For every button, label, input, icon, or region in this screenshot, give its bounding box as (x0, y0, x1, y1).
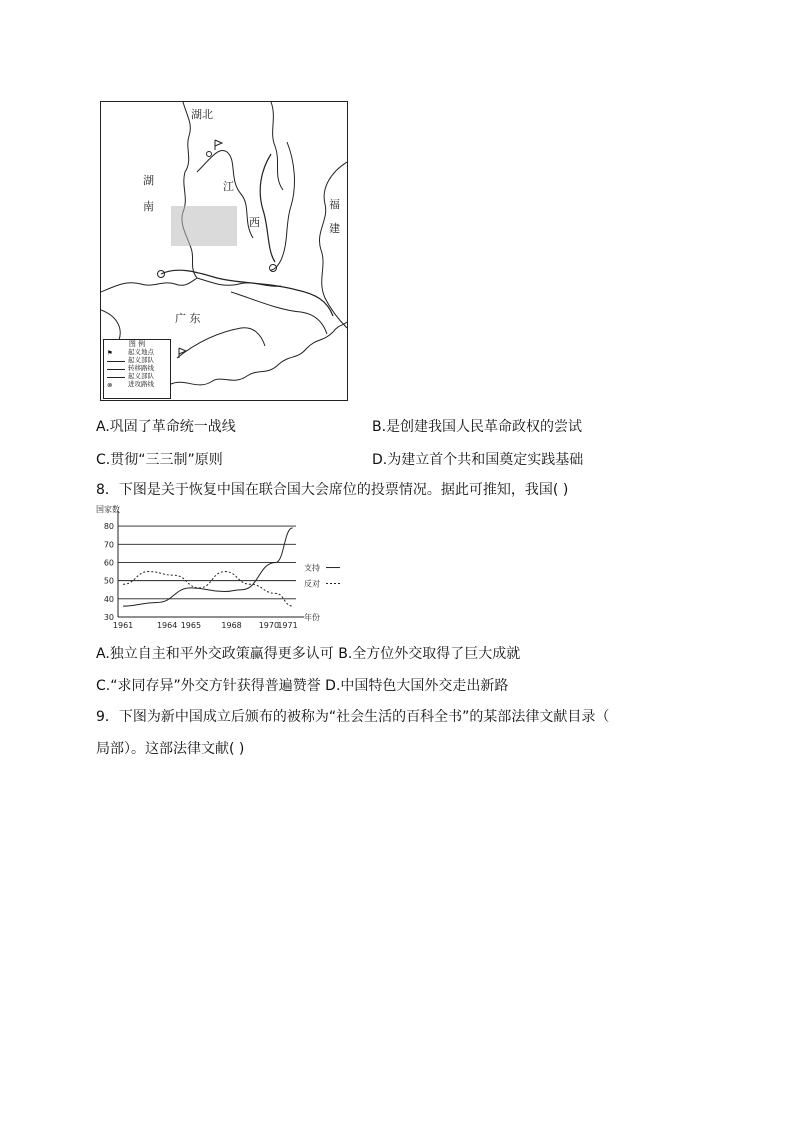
legend-label: 起义地点 (128, 348, 154, 356)
series-line-oppose (123, 572, 293, 607)
region-label-jiangxi-1: 江 (223, 180, 234, 193)
y-tick-label: 60 (103, 558, 114, 568)
series-line-support (123, 528, 293, 606)
q9-stem-line2: 局部）。这部法律文献( ) (96, 741, 245, 757)
q8-option-cd[interactable]: C.“求同存异”外交方针获得普遍赞誉 D.中国特色大国外交走出新路 (96, 678, 509, 694)
transfer-route-icon (107, 366, 125, 370)
x-tick-label: 1968 (221, 621, 242, 630)
legend-label: 进攻路线 (128, 380, 154, 388)
region-label-hubei: 湖北 (191, 108, 213, 121)
x-tick-label: 1965 (180, 621, 202, 630)
q8-option-ab[interactable]: A.独立自主和平外交政策赢得更多认可 B.全方位外交取得了巨大成就 (96, 646, 521, 662)
legend-row (104, 372, 170, 380)
vote-chart (92, 503, 352, 633)
region-label-fujian-1: 福 (329, 198, 340, 211)
legend-label: 反对 (304, 579, 320, 589)
y-tick-label: 50 (103, 576, 114, 586)
q7-option-a[interactable]: A.巩固了革命统一战线 (96, 419, 236, 435)
legend-label: 起义部队 (128, 372, 154, 380)
region-label-guangdong: 广 东 (175, 312, 201, 325)
flag-icon: ⚑ (107, 349, 113, 357)
map-legend (103, 339, 171, 399)
q7-option-b[interactable]: B.是创建我国人民革命政权的尝试 (372, 419, 583, 435)
legend-row (104, 356, 170, 364)
y-tick-label: 40 (103, 594, 114, 604)
legend-label: 支持 (304, 563, 320, 573)
region-label-hunan-2: 南 (143, 200, 154, 213)
legend-label: 转移路线 (128, 364, 154, 372)
region-label-hunan-1: 湖 (143, 174, 154, 187)
route-line-icon (107, 358, 125, 362)
x-tick-label: 1964 (156, 621, 178, 630)
x-tick-label: 1961 (112, 621, 134, 630)
legend-row (104, 364, 170, 372)
x-tick-label: 1971 (277, 621, 298, 630)
arrow-line-icon (107, 374, 125, 378)
y-tick-label: 80 (103, 522, 114, 532)
q7-option-c[interactable]: C.贯彻“三三制”原则 (96, 452, 223, 468)
y-axis-label: 国家数 (96, 505, 120, 514)
region-label-jiangxi-2: 西 (249, 216, 260, 229)
legend-title: 图 例 (128, 340, 146, 348)
y-tick-label: 30 (103, 613, 114, 622)
target-circle-icon: ⊗ (107, 381, 113, 389)
map-figure (100, 101, 348, 401)
legend-row (104, 348, 170, 356)
x-tick-label: 1970 (258, 621, 280, 630)
x-axis-label: 年份 (304, 613, 320, 622)
region-label-fujian-2: 建 (329, 222, 340, 235)
legend-row (104, 380, 170, 388)
legend-label: 起义部队 (128, 356, 154, 364)
q9-stem-line1: 9．下图为新中国成立后颁布的被称为“社会生活的百科全书”的某部法律文献目录（ (96, 709, 610, 725)
q7-option-d[interactable]: D.为建立首个共和国奠定实践基础 (372, 452, 584, 468)
vote-chart-svg (92, 503, 352, 633)
y-tick-label: 70 (103, 540, 114, 550)
q8-stem: 8．下图是关于恢复中国在联合国大会席位的投票情况。据此可推知，我国( ) (96, 482, 569, 498)
